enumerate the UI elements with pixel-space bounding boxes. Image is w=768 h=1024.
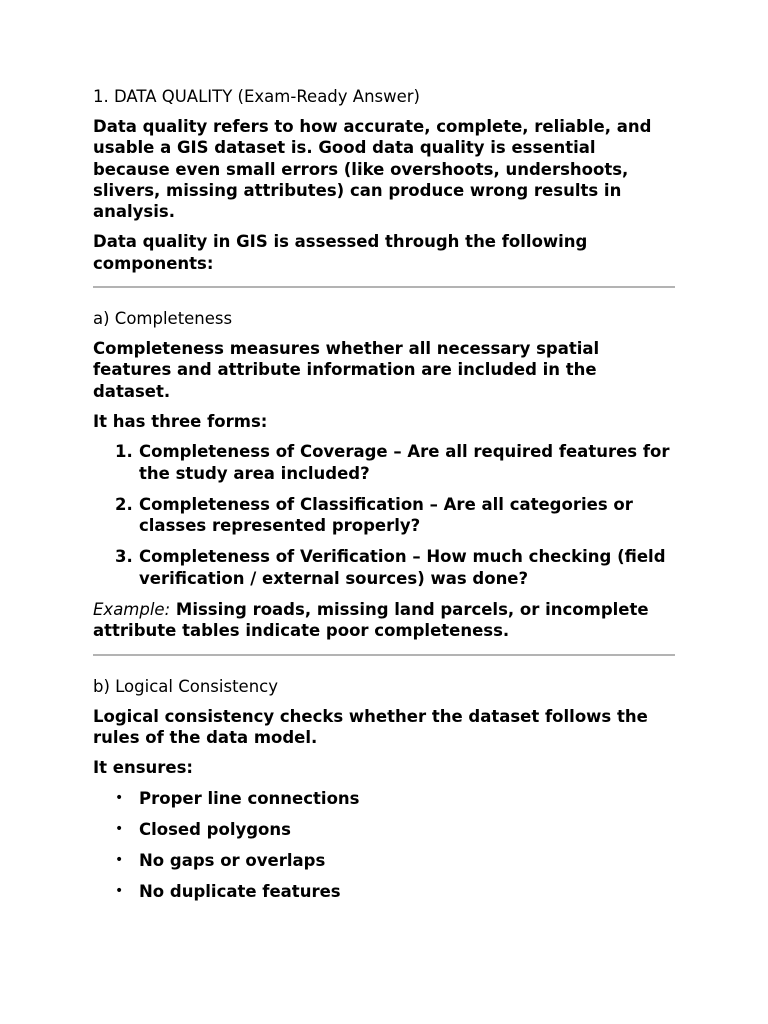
section-divider	[93, 286, 675, 288]
bullet-icon: •	[115, 883, 124, 900]
list-item-text: Proper line connections	[139, 788, 360, 808]
list-item	[93, 850, 675, 871]
example-text: Missing roads, missing land parcels, or incomplete attribute tables indicate poor completeness.	[93, 600, 649, 641]
bullet-icon: •	[115, 852, 124, 869]
list-item	[93, 546, 675, 589]
list-item	[93, 881, 675, 902]
bullet-icon: •	[115, 820, 124, 837]
list-item-text: Completeness of Coverage – Are all required features for the study area included?	[139, 442, 670, 483]
intro-paragraph-1: Data quality refers to how accurate, complete, reliable, and usable a GIS dataset is. Good data quality is essential because even small errors (like overshoots, undershoots, slivers, missing attributes) can produce wrong results in analysis.	[93, 117, 652, 222]
list-item-text: No gaps or overlaps	[139, 851, 326, 871]
intro-paragraph-2: Data quality in GIS is assessed through the following components:	[93, 232, 588, 273]
section-divider	[93, 654, 675, 656]
list-item	[93, 494, 675, 537]
list-number: 2.	[115, 494, 133, 514]
completeness-forms-list	[93, 441, 675, 589]
list-item-text: Closed polygons	[139, 819, 291, 839]
completeness-example	[93, 599, 675, 642]
logical-consistency-ensures-intro: It ensures:	[93, 758, 194, 778]
logical-consistency-heading: b) Logical Consistency	[93, 676, 278, 696]
list-item-text: No duplicate features	[139, 882, 341, 902]
completeness-heading: a) Completeness	[93, 309, 233, 329]
list-item	[93, 441, 675, 484]
list-item-text: Completeness of Verification – How much checking (field verification / external sources) was done?	[139, 547, 666, 588]
completeness-forms-intro: It has three forms:	[93, 411, 268, 431]
logical-consistency-definition: Logical consistency checks whether the dataset follows the rules of the data model.	[93, 706, 648, 747]
list-number: 3.	[115, 547, 133, 567]
bullet-icon: •	[115, 789, 124, 806]
list-item	[93, 819, 675, 840]
list-item-text: Completeness of Classification – Are all categories or classes represented properly?	[139, 494, 633, 536]
list-item	[93, 788, 675, 809]
example-label: Example:	[93, 600, 171, 620]
section-title: 1. DATA QUALITY (Exam-Ready Answer)	[93, 87, 420, 106]
list-number: 1.	[115, 442, 133, 462]
logical-consistency-list	[93, 788, 675, 903]
document-page	[93, 86, 675, 913]
completeness-definition: Completeness measures whether all necessary spatial features and attribute information are included in the dataset.	[93, 339, 600, 401]
